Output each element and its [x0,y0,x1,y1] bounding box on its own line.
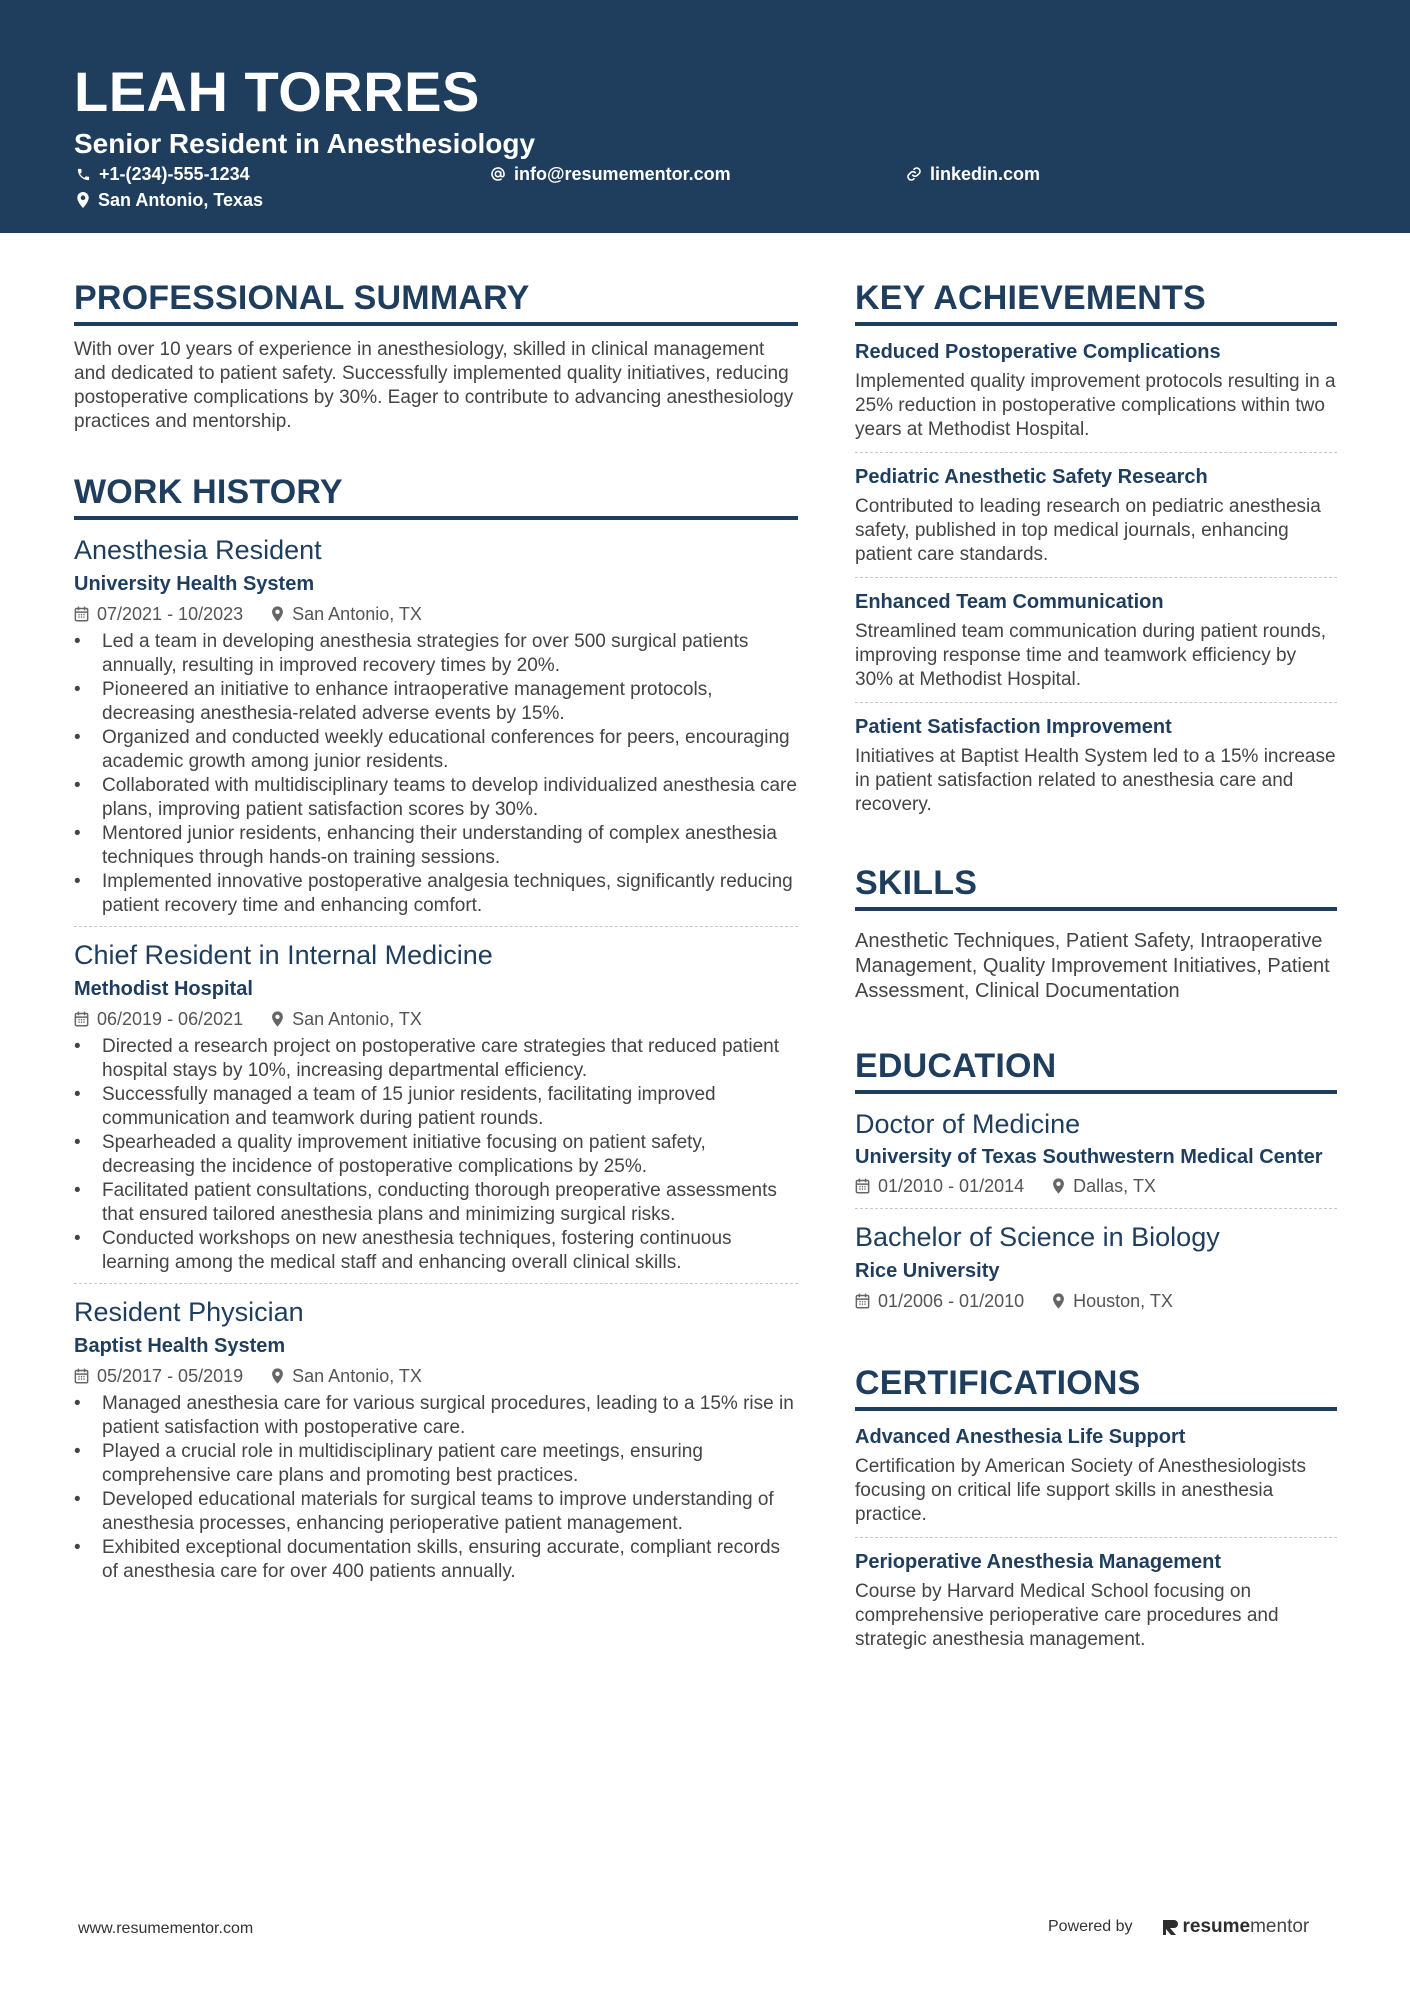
job-location-text: San Antonio, TX [292,604,422,624]
education-meta [855,1172,1337,1200]
job-meta [74,1005,798,1033]
achievements-list [855,338,1337,827]
summary-text: With over 10 years of experience in anesthesiology, skilled in clinical management and dedicated to patient safety. Successfully implemented quality initiatives, reducing postoperative complications by 30%. Eager to contribute to advancing anesthesiology practices and mentorship. [74,339,794,432]
phone-text: +1-(234)-555-1234 [99,164,250,184]
job-dates [74,600,243,628]
summary-heading: PROFESSIONAL SUMMARY [74,276,798,326]
job-dates-text: 05/2017 - 05/2019 [97,1366,244,1386]
education-item [855,1208,1337,1323]
achievement-title: Enhanced Team Communication [855,591,1164,613]
achievement-item [855,577,1337,702]
job-bullet: • Led a team in developing anesthesia strategies for over 500 surgical patients annually, resulting in improved recovery times by 20%. [74,630,798,678]
achievement-title: Pediatric Anesthetic Safety Research [855,466,1208,488]
location-pin-icon [271,606,284,622]
education-school: Rice University [855,1260,1000,1282]
job-bullet: • Mentored junior residents, enhancing their understanding of complex anesthesia techniques through hands-on training sessions. [74,822,798,870]
job-entry [74,926,798,1283]
candidate-name: LEAH TORRES [74,60,480,123]
skills-text: Anesthetic Techniques, Patient Safety, Intraoperative Management, Quality Improvement Initiatives, Patient Assessment, Clinical Documentation [855,930,1330,1002]
job-bullet: • Conducted workshops on new anesthesia techniques, fostering continuous learning among the medical staff and enhancing overall clinical skills. [74,1227,798,1275]
job-entry [74,532,798,926]
achievement-title: Reduced Postoperative Complications [855,341,1221,363]
job-bullet: • Collaborated with multidisciplinary teams to develop individualized anesthesia care plans, improving patient satisfaction scores by 30%. [74,774,798,822]
certification-desc: Certification by American Society of Anesthesiologists focusing on critical life support skills in anesthesia practice. [855,1456,1306,1525]
footer-website[interactable]: www.resumementor.com [78,1920,254,1937]
skills-heading: SKILLS [855,861,1337,911]
job-bullet: • Organized and conducted weekly educational conferences for peers, encouraging academic growth among junior residents. [74,726,798,774]
left-column [74,276,798,1592]
achievement-desc: Implemented quality improvement protocols resulting in a 25% reduction in postoperative complications within two years at Methodist Hospital. [855,371,1336,440]
job-bullet: • Developed educational materials for surgical teams to improve understanding of anesthesia processes, enhancing perioperative patient management. [74,1488,798,1536]
achievement-item [855,452,1337,577]
job-dates-text: 07/2021 - 10/2023 [97,604,244,624]
email-text: info@resumementor.com [514,164,731,184]
certification-item [855,1537,1337,1662]
job-dates [74,1362,243,1390]
at-icon [490,166,506,182]
contact-linkedin[interactable] [906,162,1040,186]
job-bullet: • Played a crucial role in multidisciplinary patient care meetings, ensuring comprehensive care plans and promoting best practices. [74,1440,798,1488]
certifications-list [855,1423,1337,1662]
job-bullets [74,1035,798,1275]
phone-icon [76,167,91,182]
job-location [271,1362,422,1390]
job-location-text: San Antonio, TX [292,1366,422,1386]
achievement-item [855,702,1337,827]
job-entry [74,1283,798,1592]
candidate-title: Senior Resident in Anesthesiology [74,128,536,159]
achievement-desc: Streamlined team communication during patient rounds, improving response time and teamwork efficiency by 30% at Methodist Hospital. [855,621,1327,690]
job-bullet: • Exhibited exceptional documentation skills, ensuring accurate, compliant records of anesthesia care for over 400 patients annually. [74,1536,798,1584]
education-degree: Doctor of Medicine [855,1109,1081,1139]
certification-item [855,1423,1337,1537]
achievement-desc: Contributed to leading research on pediatric anesthesia safety, published in top medical journals, enhancing patient care standards. [855,496,1321,565]
job-company: University Health System [74,573,315,595]
job-dates [74,1005,243,1033]
calendar-icon [74,1368,89,1384]
contact-phone[interactable] [76,162,250,186]
job-location [271,1005,422,1033]
job-bullet: • Managed anesthesia care for various surgical procedures, leading to a 15% rise in patient satisfaction with postoperative care. [74,1392,798,1440]
contact-location [76,188,263,212]
certifications-heading: CERTIFICATIONS [855,1361,1337,1411]
contact-email[interactable] [490,162,731,186]
education-location-text: Houston, TX [1073,1291,1173,1311]
brand-bold: resume [1182,1916,1251,1937]
achievements-heading: KEY ACHIEVEMENTS [855,276,1337,326]
certification-title: Perioperative Anesthesia Management [855,1551,1222,1573]
location-pin-icon [1052,1178,1065,1194]
achievement-desc: Initiatives at Baptist Health System led to a 15% increase in patient satisfaction related to anesthesia care and recovery. [855,746,1336,815]
job-meta [74,1362,798,1390]
location-text: San Antonio, Texas [98,190,264,210]
education-location [1052,1172,1156,1200]
certification-desc: Course by Harvard Medical School focusing on comprehensive perioperative care procedures and strategic anesthesia management. [855,1581,1279,1650]
powered-by-text: Powered by [1048,1918,1133,1935]
job-bullet: • Successfully managed a team of 15 junior residents, facilitating improved communication and teamwork during patient rounds. [74,1083,798,1131]
job-company: Baptist Health System [74,1335,286,1357]
education-location [1052,1287,1173,1315]
education-dates-text: 01/2006 - 01/2010 [878,1291,1025,1311]
job-location [271,600,422,628]
job-meta [74,600,798,628]
job-bullet: • Directed a research project on postoperative care strategies that reduced patient hospital stays by 10%, increasing departmental efficiency. [74,1035,798,1083]
education-dates-text: 01/2010 - 01/2014 [878,1176,1025,1196]
link-icon [906,166,922,182]
calendar-icon [74,606,89,622]
calendar-icon [74,1011,89,1027]
education-dates [855,1172,1024,1200]
education-meta [855,1287,1337,1315]
work-history-list [74,532,798,1592]
education-heading: EDUCATION [855,1044,1337,1094]
education-dates [855,1287,1024,1315]
achievement-item [855,338,1337,452]
location-pin-icon [271,1368,284,1384]
resume-header [0,0,1410,233]
calendar-icon [855,1293,870,1309]
calendar-icon [855,1178,870,1194]
work-history-heading: WORK HISTORY [74,470,798,520]
education-school: University of Texas Southwestern Medical Center [855,1146,1323,1168]
location-pin-icon [1052,1293,1065,1309]
job-bullet: • Pioneered an initiative to enhance intraoperative management protocols, decreasing anesthesia-related adverse events by 15%. [74,678,798,726]
location-pin-icon [76,192,90,208]
job-title: Anesthesia Resident [74,535,322,565]
job-bullets [74,1392,798,1584]
education-location-text: Dallas, TX [1073,1176,1156,1196]
job-location-text: San Antonio, TX [292,1009,422,1029]
achievement-title: Patient Satisfaction Improvement [855,716,1172,738]
education-item [855,1106,1337,1208]
job-title: Chief Resident in Internal Medicine [74,940,493,970]
education-list [855,1106,1337,1323]
job-title: Resident Physician [74,1297,304,1327]
education-degree: Bachelor of Science in Biology [855,1222,1220,1252]
job-bullets [74,630,798,918]
job-company: Methodist Hospital [74,978,253,1000]
job-bullet: • Implemented innovative postoperative analgesia techniques, significantly reducing patient recovery time and enhancing comfort. [74,870,798,918]
linkedin-text: linkedin.com [930,164,1041,184]
job-bullet: • Facilitated patient consultations, conducting thorough preoperative assessments that ensured tailored anesthesia plans and minimizing surgical risks. [74,1179,798,1227]
job-dates-text: 06/2019 - 06/2021 [97,1009,244,1029]
resumementor-logo-icon [1163,1918,1179,1936]
job-bullet: • Spearheaded a quality improvement initiative focusing on patient safety, decreasing the incidence of postoperative complications by 25%. [74,1131,798,1179]
footer-powered-by [1048,1916,1309,1938]
brand-light: mentor [1250,1916,1310,1937]
right-column [855,276,1337,1662]
location-pin-icon [271,1011,284,1027]
certification-title: Advanced Anesthesia Life Support [855,1426,1186,1448]
brand-logo[interactable] [1163,1916,1310,1938]
